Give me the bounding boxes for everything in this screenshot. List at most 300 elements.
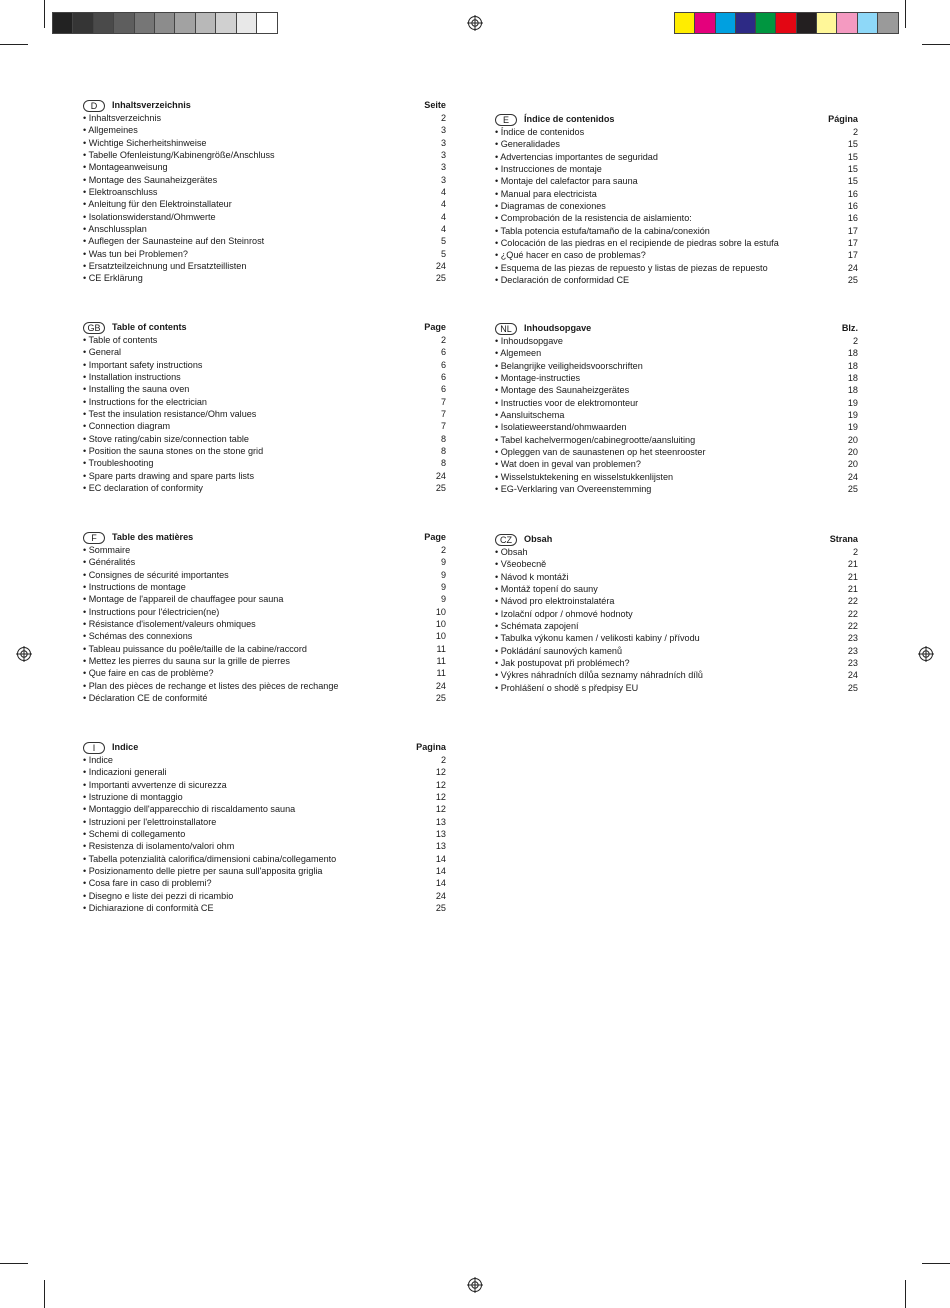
- toc-entry-label: • Instrucciones de montaje: [495, 164, 602, 175]
- toc-entry: [83, 198, 446, 210]
- toc-entry-label: • Esquema de las piezas de repuesto y listas de piezas de repuesto: [495, 262, 768, 273]
- toc-entry: [495, 620, 858, 632]
- toc-entry-page-number: 3: [440, 137, 446, 148]
- toc-entry-label: • Importanti avvertenze di sicurezza: [83, 779, 227, 790]
- toc-entry-page-number: 24: [435, 261, 446, 272]
- toc-entry-label: • Belangrijke veiligheidsvoorschriften: [495, 360, 643, 371]
- toc-entry-label: • Návod k montáži: [495, 571, 569, 582]
- toc-entry-label: • Déclaration CE de conformité: [83, 693, 208, 704]
- toc-entry-page-number: 8: [440, 433, 446, 444]
- language-code-badge: D: [83, 100, 105, 112]
- calibration-swatch: [776, 13, 796, 33]
- toc-section-german: [83, 99, 446, 285]
- toc-title: Inhoudsopgave: [524, 323, 592, 334]
- toc-entry-page-number: 25: [435, 483, 446, 494]
- toc-entry: [495, 249, 858, 261]
- calibration-swatch: [216, 13, 236, 33]
- toc-entry: [83, 359, 446, 371]
- toc-entry: [495, 682, 858, 694]
- toc-entry-page-number: 21: [847, 584, 858, 595]
- toc-entry: [83, 161, 446, 173]
- toc-entry-page-number: 21: [847, 559, 858, 570]
- toc-header: [495, 113, 858, 126]
- toc-entry: [83, 346, 446, 358]
- toc-entry-label: • Aansluitschema: [495, 410, 565, 421]
- toc-entry-label: • Instructions for the electrician: [83, 396, 207, 407]
- toc-entry-page-number: 12: [435, 792, 446, 803]
- toc-entry: [83, 655, 446, 667]
- toc-entry-page-number: 25: [435, 273, 446, 284]
- toc-entry-label: • Tabella potenzialità calorifica/dimensioni cabina/collegamento: [83, 853, 337, 864]
- toc-entry-label: • Colocación de las piedras en el recipiende de piedras sobre la estufa: [495, 238, 779, 249]
- toc-entry-page-number: 6: [440, 384, 446, 395]
- toc-entry: [83, 779, 446, 791]
- toc-entry-page-number: 2: [440, 113, 446, 123]
- toc-entry-label: • Isolationswiderstand/Ohmwerte: [83, 211, 216, 222]
- toc-entry: [83, 396, 446, 408]
- toc-entry-label: • Montageanweisung: [83, 162, 168, 173]
- toc-entry-label: • Posizionamento delle pietre per sauna sull'apposita griglia: [83, 866, 323, 877]
- toc-entry: [83, 754, 446, 766]
- toc-entry-label: • Indicazioni generali: [83, 767, 167, 778]
- toc-entry-label: • Wichtige Sicherheitshinweise: [83, 137, 207, 148]
- toc-entry-label: • Que faire en cas de problème?: [83, 668, 214, 679]
- toc-entry: [495, 138, 858, 150]
- toc-entry: [83, 457, 446, 469]
- toc-entry: [495, 212, 858, 224]
- toc-entry-page-number: 4: [440, 211, 446, 222]
- toc-entry: [495, 188, 858, 200]
- toc-entry: [83, 680, 446, 692]
- toc-entry-label: • Montage de l'appareil de chauffagee pour sauna: [83, 594, 284, 605]
- toc-title: Table des matières: [112, 532, 194, 543]
- toc-entry: [83, 766, 446, 778]
- page-column-label: Seite: [424, 100, 446, 111]
- calibration-swatch: [858, 13, 878, 33]
- toc-entry: [83, 556, 446, 568]
- language-code-badge: I: [83, 742, 105, 754]
- toc-entry-label: • Tabla potencia estufa/tamaño de la cabina/conexión: [495, 225, 710, 236]
- toc-entry-page-number: 9: [440, 557, 446, 568]
- toc-entry-page-number: 25: [847, 275, 858, 286]
- toc-entry-label: • Mettez les pierres du sauna sur la grille de pierres: [83, 656, 290, 667]
- toc-entry-label: • Schemi di collegamento: [83, 829, 186, 840]
- toc-entry-page-number: 13: [435, 841, 446, 852]
- toc-entry: [495, 397, 858, 409]
- toc-entry-page-number: 13: [435, 816, 446, 827]
- language-code-badge: CZ: [495, 534, 517, 546]
- toc-entry-page-number: 16: [847, 188, 858, 199]
- page-column-label: Strana: [829, 534, 858, 545]
- toc-entry: [83, 174, 446, 186]
- toc-entry-page-number: 20: [847, 434, 858, 445]
- toc-entry-page-number: 24: [847, 262, 858, 273]
- toc-section-czech: [495, 533, 858, 694]
- toc-entry-page-number: 23: [847, 633, 858, 644]
- toc-entry: [495, 546, 858, 558]
- toc-title: Table of contents: [112, 322, 187, 333]
- toc-entry-label: • Montage des Saunaheizgerätes: [495, 385, 630, 396]
- toc-entry-page-number: 16: [847, 201, 858, 212]
- toc-header: [495, 533, 858, 546]
- toc-entry-page-number: 3: [440, 150, 446, 161]
- toc-entry-page-number: 18: [847, 348, 858, 359]
- toc-section-dutch: [495, 322, 858, 495]
- toc-entry: [83, 223, 446, 235]
- toc-entry-page-number: 15: [847, 176, 858, 187]
- toc-entry-label: • Schémata zapojení: [495, 621, 579, 632]
- calibration-swatch: [837, 13, 857, 33]
- toc-entry-page-number: 11: [436, 668, 446, 679]
- calibration-swatch: [716, 13, 736, 33]
- toc-entry-page-number: 17: [847, 250, 858, 261]
- registration-mark-icon: [16, 646, 32, 662]
- toc-entry-page-number: 19: [847, 397, 858, 408]
- page-column-label: Página: [828, 114, 858, 125]
- calibration-swatch: [756, 13, 776, 33]
- calibration-swatch: [196, 13, 216, 33]
- toc-entry-label: • Was tun bei Problemen?: [83, 248, 188, 259]
- toc-entry-label: • Elektroanschluss: [83, 187, 158, 198]
- toc-entry: [495, 151, 858, 163]
- toc-entry-page-number: 24: [435, 890, 446, 901]
- toc-entry-page-number: 25: [847, 484, 858, 495]
- toc-entry-label: • Inhoudsopgave: [495, 336, 563, 346]
- toc-entry: [495, 421, 858, 433]
- toc-entry-label: • Plan des pièces de rechange et listes des pièces de rechange: [83, 680, 339, 691]
- toc-entry-label: • Resistenza di isolamento/valori ohm: [83, 841, 235, 852]
- toc-entry-label: • Anschlussplan: [83, 224, 147, 235]
- language-code-badge: E: [495, 114, 517, 126]
- toc-entry: [83, 902, 446, 914]
- toc-entry: [495, 335, 858, 347]
- toc-entry: [83, 408, 446, 420]
- language-code-badge: GB: [83, 322, 105, 334]
- toc-entry-label: • Troubleshooting: [83, 458, 154, 469]
- toc-entry-page-number: 24: [435, 470, 446, 481]
- toc-entry: [495, 372, 858, 384]
- toc-entry-label: • Sommaire: [83, 545, 131, 555]
- toc-entry: [495, 262, 858, 274]
- toc-entry: [83, 828, 446, 840]
- toc-entry: [83, 865, 446, 877]
- toc-entry-label: • Istruzione di montaggio: [83, 792, 183, 803]
- toc-entry-label: • CE Erklärung: [83, 273, 143, 284]
- toc-entry-page-number: 6: [440, 347, 446, 358]
- toc-entry-label: • Table of contents: [83, 335, 158, 345]
- language-code-badge: NL: [495, 323, 517, 335]
- toc-entry-label: • Instructions de montage: [83, 582, 186, 593]
- toc-entry-label: • Consignes de sécurité importantes: [83, 569, 229, 580]
- toc-entry-label: • EC declaration of conformity: [83, 483, 203, 494]
- calibration-swatch: [237, 13, 257, 33]
- calibration-swatch: [94, 13, 114, 33]
- toc-entry-label: • Disegno e liste dei pezzi di ricambio: [83, 890, 234, 901]
- crop-mark: [905, 1280, 906, 1308]
- toc-entry: [495, 200, 858, 212]
- toc-entry-label: • Connection diagram: [83, 421, 171, 432]
- toc-entry: [83, 606, 446, 618]
- toc-entry-page-number: 15: [847, 164, 858, 175]
- toc-entry-label: • Ersatzteilzeichnung und Ersatzteillisten: [83, 261, 247, 272]
- toc-entry: [83, 692, 446, 704]
- toc-entry-page-number: 10: [435, 606, 446, 617]
- toc-entry-page-number: 18: [847, 385, 858, 396]
- toc-entry: [83, 137, 446, 149]
- toc-entry-page-number: 4: [440, 224, 446, 235]
- toc-entry-page-number: 22: [847, 621, 858, 632]
- toc-entry-label: • Generalidades: [495, 139, 560, 150]
- toc-title: Indice: [112, 742, 139, 753]
- toc-entry-page-number: 20: [847, 447, 858, 458]
- toc-entry-label: • Wisselstuktekening en wisselstukkenlijsten: [495, 471, 674, 482]
- calibration-swatch: [695, 13, 715, 33]
- toc-entry-page-number: 8: [440, 446, 446, 457]
- toc-entry: [495, 571, 858, 583]
- toc-entry-label: • Izolační odpor / ohmové hodnoty: [495, 608, 633, 619]
- toc-entry-page-number: 9: [440, 569, 446, 580]
- toc-entry-page-number: 14: [435, 878, 446, 889]
- toc-entry: [83, 618, 446, 630]
- toc-entry-label: • Stove rating/cabin size/connection table: [83, 433, 249, 444]
- toc-entry: [83, 445, 446, 457]
- toc-entry-label: • Isolatieweerstand/ohmwaarden: [495, 422, 627, 433]
- page-column-label: Blz.: [841, 323, 858, 334]
- crop-mark: [922, 44, 950, 45]
- toc-entry-page-number: 24: [847, 670, 858, 681]
- toc-entry-page-number: 7: [440, 409, 446, 420]
- toc-entry-label: • Tabelle Ofenleistung/Kabinengröße/Anschluss: [83, 150, 275, 161]
- toc-entry: [495, 483, 858, 495]
- toc-header: [83, 741, 446, 754]
- toc-entry-label: • Cosa fare in caso di problemi?: [83, 878, 212, 889]
- toc-entry: [495, 163, 858, 175]
- toc-entry-page-number: 8: [440, 458, 446, 469]
- toc-entry: [83, 791, 446, 803]
- toc-entry-label: • Auflegen der Saunasteine auf den Steinrost: [83, 236, 265, 247]
- toc-entry-label: • Obsah: [495, 547, 528, 557]
- toc-entry-page-number: 18: [847, 373, 858, 384]
- calibration-swatch: [675, 13, 695, 33]
- toc-entry-page-number: 17: [847, 238, 858, 249]
- toc-entry-label: • ¿Qué hacer en caso de problemas?: [495, 250, 646, 261]
- toc-entry-page-number: 15: [847, 151, 858, 162]
- toc-entry: [495, 237, 858, 249]
- toc-entry: [83, 149, 446, 161]
- toc-entry-page-number: 7: [440, 396, 446, 407]
- toc-entry-page-number: 22: [847, 596, 858, 607]
- toc-entry-page-number: 3: [440, 125, 446, 136]
- toc-entry-page-number: 18: [847, 360, 858, 371]
- toc-entry: [495, 558, 858, 570]
- toc-entry: [495, 583, 858, 595]
- toc-entry: [83, 272, 446, 284]
- toc-entry-label: • Jak postupovat při problémech?: [495, 658, 630, 669]
- toc-entry-label: • Important safety instructions: [83, 359, 203, 370]
- toc-entry: [83, 643, 446, 655]
- toc-entry-page-number: 24: [847, 471, 858, 482]
- toc-entry-page-number: 6: [440, 359, 446, 370]
- toc-entry-label: • Comprobación de la resistencia de aislamiento:: [495, 213, 692, 224]
- calibration-swatch: [797, 13, 817, 33]
- toc-entry-page-number: 23: [847, 645, 858, 656]
- toc-entry-label: • Montage-instructies: [495, 373, 581, 384]
- crop-mark: [922, 1263, 950, 1264]
- toc-entry-page-number: 2: [440, 335, 446, 345]
- toc-entry-page-number: 6: [440, 372, 446, 383]
- toc-entry-label: • Instructions pour l'électricien(ne): [83, 606, 220, 617]
- toc-entry-label: • General: [83, 347, 122, 358]
- calibration-swatch: [155, 13, 175, 33]
- toc-entry: [83, 593, 446, 605]
- toc-entry-label: • Montáž topení do sauny: [495, 584, 598, 595]
- toc-entry: [83, 853, 446, 865]
- toc-entry: [495, 384, 858, 396]
- calibration-swatch: [53, 13, 73, 33]
- toc-entry-page-number: 25: [435, 903, 446, 914]
- toc-entry: [83, 112, 446, 124]
- toc-entry: [83, 470, 446, 482]
- toc-entry-label: • Test the insulation resistance/Ohm values: [83, 409, 257, 420]
- toc-entry-label: • Declaración de conformidad CE: [495, 275, 630, 286]
- toc-title: Inhaltsverzeichnis: [112, 100, 191, 111]
- toc-entry-page-number: 2: [852, 547, 858, 557]
- toc-entry-label: • Índice de contenidos: [495, 127, 585, 137]
- toc-entry-label: • Návod pro elektroinstalatéra: [495, 596, 615, 607]
- toc-entry-page-number: 3: [440, 174, 446, 185]
- toc-entry-label: • Tabulka výkonu kamen / velikosti kabiny / přívodu: [495, 633, 700, 644]
- toc-entry-page-number: 25: [847, 682, 858, 693]
- toc-entry: [495, 347, 858, 359]
- toc-entry: [495, 645, 858, 657]
- toc-entry: [495, 669, 858, 681]
- toc-section-french: [83, 531, 446, 704]
- toc-entry-label: • Tabel kachelvermogen/cabinegrootte/aansluiting: [495, 434, 696, 445]
- page-column-label: Pagina: [416, 742, 446, 753]
- toc-entry-page-number: 5: [440, 236, 446, 247]
- toc-entry-page-number: 10: [435, 619, 446, 630]
- toc-entry: [83, 371, 446, 383]
- toc-entry-label: • Istruzioni per l'elettroinstallatore: [83, 816, 217, 827]
- toc-entry-label: • Instructies voor de elektromonteur: [495, 397, 639, 408]
- toc-entry: [83, 877, 446, 889]
- toc-entry-page-number: 14: [435, 853, 446, 864]
- toc-entry-page-number: 11: [436, 656, 446, 667]
- toc-entry: [495, 458, 858, 470]
- toc-entry: [83, 383, 446, 395]
- toc-entry: [495, 126, 858, 138]
- toc-entry: [83, 186, 446, 198]
- toc-entry-page-number: 13: [435, 829, 446, 840]
- toc-entry-page-number: 2: [440, 755, 446, 765]
- crop-mark: [0, 1263, 28, 1264]
- toc-entry: [83, 248, 446, 260]
- page-column-label: Page: [424, 322, 446, 333]
- toc-entry: [495, 595, 858, 607]
- toc-entry: [495, 657, 858, 669]
- toc-entry-page-number: 14: [435, 866, 446, 877]
- toc-entry-label: • Anleitung für den Elektroinstallateur: [83, 199, 232, 210]
- toc-entry-page-number: 22: [847, 608, 858, 619]
- toc-entry-page-number: 23: [847, 658, 858, 669]
- toc-title: Índice de contenidos: [524, 114, 615, 125]
- toc-entry-label: • Výkres náhradních dílůa seznamy náhradních dílů: [495, 670, 703, 681]
- registration-mark-icon: [467, 1277, 483, 1293]
- toc-entry-page-number: 12: [435, 804, 446, 815]
- toc-entry-page-number: 11: [436, 643, 446, 654]
- toc-entry: [83, 569, 446, 581]
- toc-entry-page-number: 4: [440, 199, 446, 210]
- toc-entry-label: • Pokládání saunových kamenů: [495, 645, 623, 656]
- toc-entry-label: • Résistance d'isolement/valeurs ohmiques: [83, 619, 256, 630]
- toc-entry: [495, 360, 858, 372]
- toc-entry-page-number: 5: [440, 248, 446, 259]
- toc-entry-page-number: 19: [847, 410, 858, 421]
- toc-entry-label: • EG-Verklaring van Overeenstemming: [495, 484, 652, 495]
- toc-entry-label: • Prohlášení o shodě s předpisy EU: [495, 682, 639, 693]
- toc-entry-page-number: 12: [435, 767, 446, 778]
- toc-entry-label: • Opleggen van de saunastenen op het steenrooster: [495, 447, 706, 458]
- toc-section-italian: [83, 741, 446, 914]
- toc-entry: [495, 434, 858, 446]
- toc-entry-page-number: 21: [847, 571, 858, 582]
- calibration-swatch: [257, 13, 277, 33]
- toc-entry-page-number: 7: [440, 421, 446, 432]
- crop-mark: [44, 0, 45, 28]
- toc-entry: [83, 544, 446, 556]
- toc-entry-page-number: 17: [847, 225, 858, 236]
- toc-entry: [495, 175, 858, 187]
- toc-entry-page-number: 9: [440, 594, 446, 605]
- toc-entry-page-number: 20: [847, 459, 858, 470]
- toc-entry-page-number: 9: [440, 582, 446, 593]
- color-calibration-strip: [674, 12, 899, 34]
- toc-entry-label: • Spare parts drawing and spare parts lists: [83, 470, 254, 481]
- toc-entry-page-number: 15: [847, 139, 858, 150]
- language-code-badge: F: [83, 532, 105, 544]
- toc-header: [83, 321, 446, 334]
- toc-entry: [495, 471, 858, 483]
- calibration-swatch: [878, 13, 898, 33]
- toc-entry-label: • Installing the sauna oven: [83, 384, 190, 395]
- toc-entry-label: • Montaje del calefactor para sauna: [495, 176, 638, 187]
- toc-entry-label: • Allgemeines: [83, 125, 138, 136]
- toc-entry-page-number: 16: [847, 213, 858, 224]
- toc-entry-label: • Montage des Saunaheizgerätes: [83, 174, 218, 185]
- toc-entry-page-number: 3: [440, 162, 446, 173]
- calibration-swatch: [135, 13, 155, 33]
- toc-entry: [83, 630, 446, 642]
- crop-mark: [44, 1280, 45, 1308]
- toc-entry: [83, 667, 446, 679]
- calibration-swatch: [73, 13, 93, 33]
- toc-entry-page-number: 10: [435, 631, 446, 642]
- crop-mark: [0, 44, 28, 45]
- toc-entry-label: • Dichiarazione di conformità CE: [83, 903, 214, 914]
- toc-entry: [83, 433, 446, 445]
- toc-entry-label: • Indice: [83, 755, 113, 765]
- toc-entry-label: • Algemeen: [495, 348, 542, 359]
- toc-entry: [83, 124, 446, 136]
- toc-entry-page-number: 4: [440, 187, 446, 198]
- toc-entry: [83, 840, 446, 852]
- toc-section-spanish: [495, 113, 858, 286]
- toc-entry-label: • Montaggio dell'apparecchio di riscaldamento sauna: [83, 804, 296, 815]
- toc-entry: [83, 803, 446, 815]
- toc-header: [83, 531, 446, 544]
- toc-entry-label: • Position the sauna stones on the stone grid: [83, 446, 264, 457]
- crop-mark: [905, 0, 906, 28]
